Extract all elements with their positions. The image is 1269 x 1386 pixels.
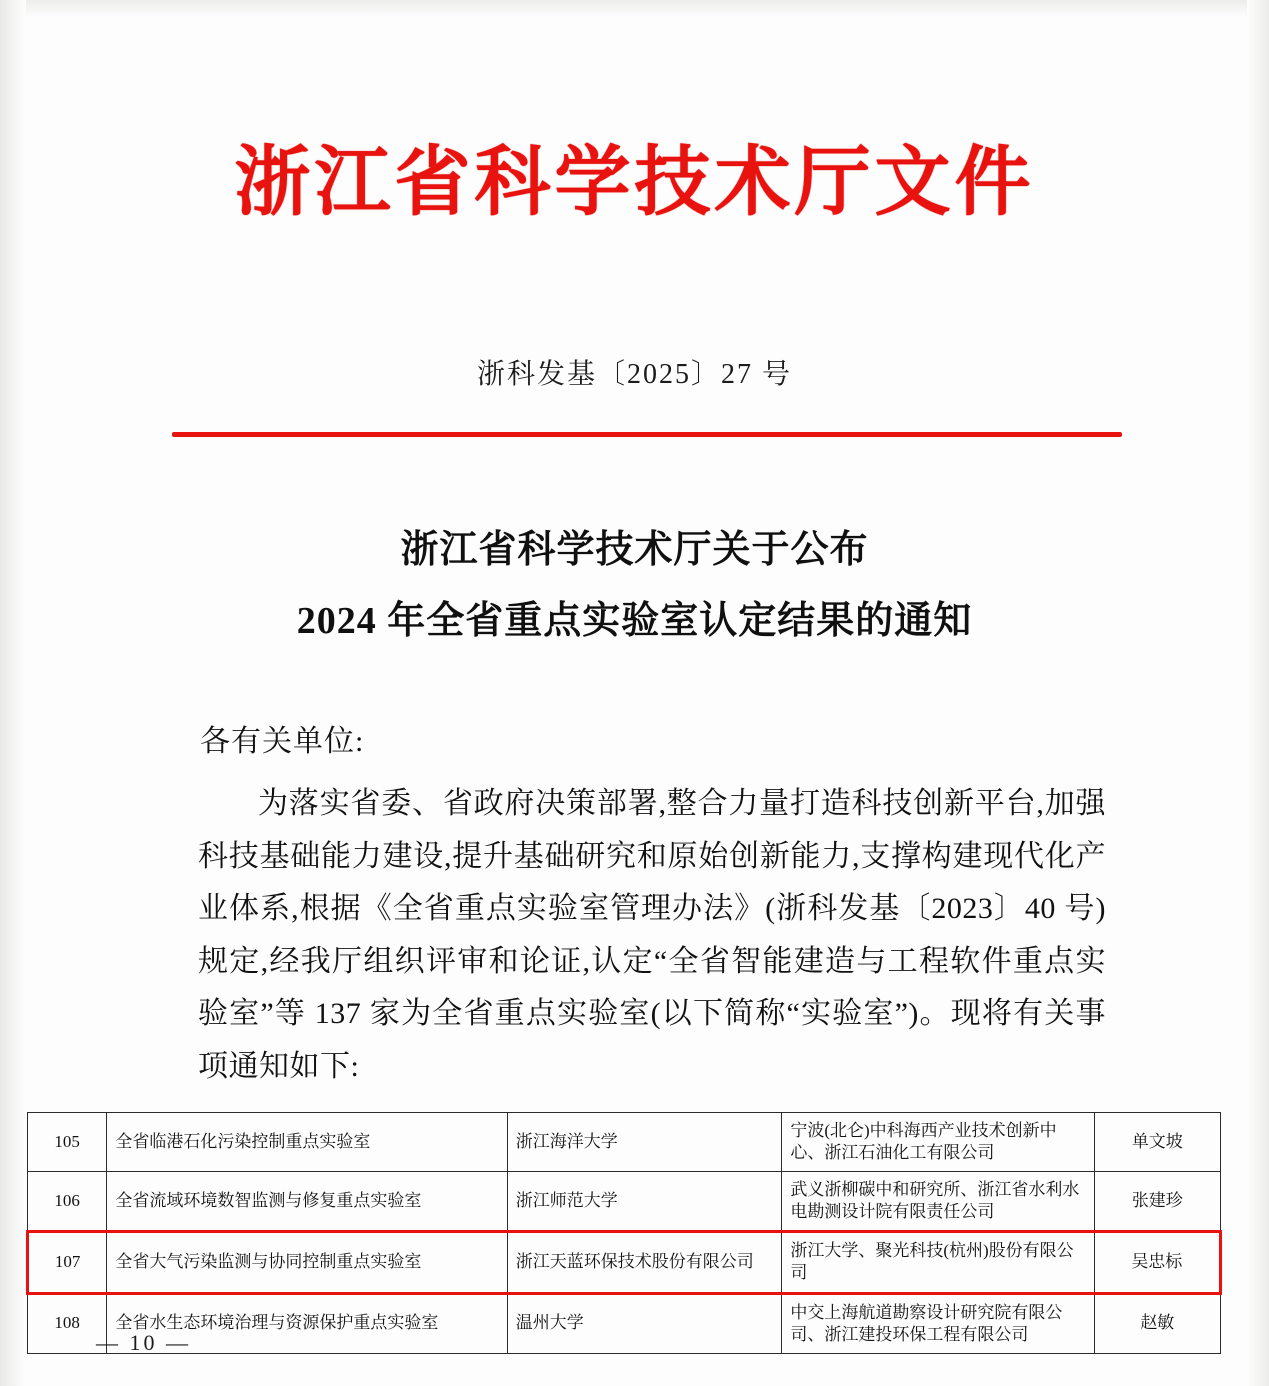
row-index: 105: [28, 1113, 107, 1172]
row-index: 107: [28, 1232, 107, 1293]
row-partners: 中交上海航道勘察设计研究院有限公司、浙江建投环保工程有限公司: [782, 1293, 1094, 1353]
table-row: [28, 1293, 1221, 1353]
row-person: 吴忠标: [1094, 1232, 1220, 1293]
row-person: 赵敏: [1094, 1293, 1220, 1353]
row-partners: 宁波(北仑)中科海西产业技术创新中心、浙江石油化工有限公司: [782, 1113, 1094, 1172]
table-row-highlighted: [28, 1232, 1221, 1293]
row-host: 浙江海洋大学: [507, 1113, 782, 1172]
row-partners: 武义浙柳碳中和研究所、浙江省水利水电勘测设计院有限责任公司: [782, 1172, 1094, 1232]
row-person: 张建珍: [1094, 1172, 1220, 1232]
row-partners: 浙江大学、聚光科技(杭州)股份有限公司: [782, 1232, 1094, 1293]
row-lab-name: 全省水生态环境治理与资源保护重点实验室: [107, 1293, 507, 1353]
row-lab-name: 全省临港石化污染控制重点实验室: [107, 1113, 507, 1172]
results-table: [26, 1112, 1222, 1354]
row-host: 浙江天蓝环保技术股份有限公司: [507, 1232, 782, 1293]
body-text: [198, 778, 1106, 1093]
row-host: 温州大学: [507, 1293, 782, 1353]
body-paragraph: 为落实省委、省政府决策部署,整合力量打造科技创新平台,加强科技基础能力建设,提升基础研究和原始创新能力,支撑构建现代化产业体系,根据《全省重点实验室管理办法》(浙科发基〔2023〕40 号)规定,经我厅组织评审和论证,认定“全省智能建造与工程软件重点实验室”等 137 家为全省重点实验室(以下简称“实验室”)。现将有关事项通知如下:: [198, 787, 1106, 1083]
subject-line-1: 浙江省科学技术厅关于公布: [400, 529, 869, 571]
results-table-wrap: [26, 1112, 1222, 1354]
row-person: 单文坡: [1094, 1113, 1220, 1172]
subject-line-2: 2024 年全省重点实验室认定结果的通知: [296, 599, 973, 642]
document-number: 浙科发基〔2025〕27 号: [476, 359, 792, 390]
table-row: [28, 1113, 1221, 1172]
page-number-footer: — 10 —: [96, 1330, 191, 1355]
document-subject: [0, 520, 1269, 652]
red-divider-rule: [172, 432, 1122, 437]
row-index: 106: [28, 1172, 107, 1232]
row-lab-name: 全省流域环境数智监测与修复重点实验室: [107, 1172, 507, 1232]
table-row: [28, 1172, 1221, 1232]
document-header-title: 浙江省科学技术厅文件: [234, 137, 1035, 226]
row-index: 108: [28, 1293, 107, 1353]
salutation: 各有关单位:: [200, 725, 365, 758]
scan-edge-top: [0, 0, 1269, 18]
row-lab-name: 全省大气污染监测与协同控制重点实验室: [107, 1232, 507, 1293]
row-host: 浙江师范大学: [507, 1172, 782, 1232]
